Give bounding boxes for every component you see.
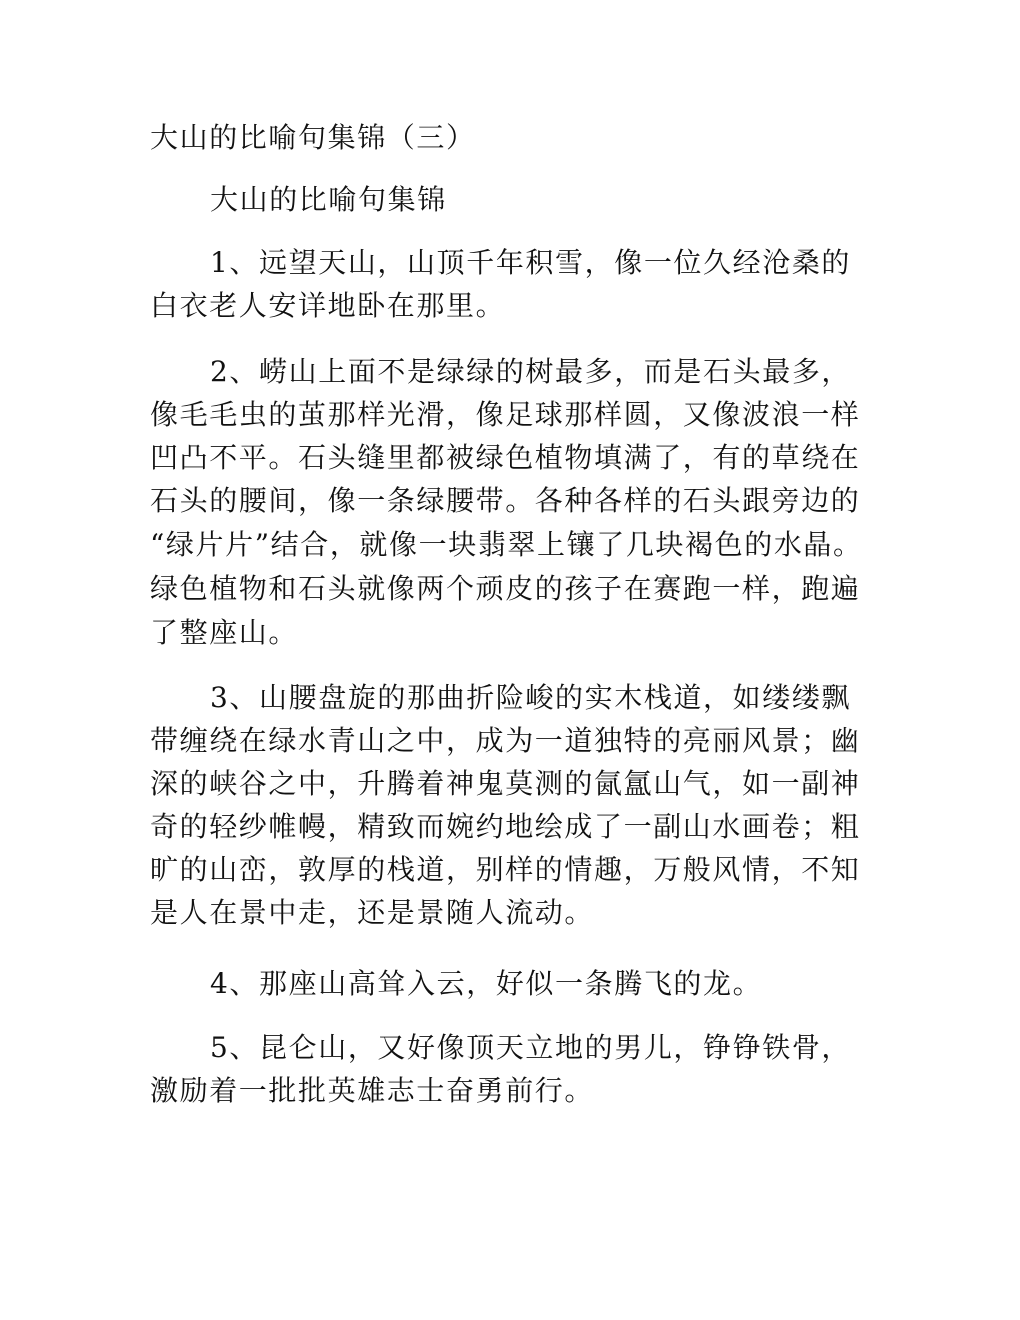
paragraph-line: 5、昆仑山，又好像顶天立地的男儿，铮铮铁骨， (210, 1031, 852, 1064)
paragraph-line: 像毛毛虫的茧那样光滑，像足球那样圆，又像波浪一样 (150, 398, 861, 431)
document-subtitle: 大山的比喻句集锦 (210, 183, 447, 216)
paragraph-line: “绿片片”结合，就像一块翡翠上镶了几块褐色的水晶。 (150, 528, 863, 561)
paragraph-line: 旷的山峦，敦厚的栈道，别样的情趣，万般风情，不知 (150, 853, 861, 886)
paragraph-line: 凹凸不平。石头缝里都被绿色植物填满了，有的草绕在 (150, 441, 861, 474)
paragraph-line: 绿色植物和石头就像两个顽皮的孩子在赛跑一样，跑遍 (150, 572, 861, 605)
paragraph-line: 1、远望天山，山顶千年积雪，像一位久经沧桑的 (210, 246, 852, 279)
paragraph-line: 4、那座山高耸入云，好似一条腾飞的龙。 (210, 967, 763, 1000)
paragraph-line: 石头的腰间，像一条绿腰带。各种各样的石头跟旁边的 (150, 484, 861, 517)
paragraph-line: 深的峡谷之中，升腾着神鬼莫测的氤氲山气，如一副神 (150, 767, 861, 800)
paragraph-line: 2、崂山上面不是绿绿的树最多，而是石头最多， (210, 355, 852, 388)
paragraph-line: 奇的轻纱帷幔，精致而婉约地绘成了一副山水画卷；粗 (150, 810, 861, 843)
paragraph-line: 带缠绕在绿水青山之中，成为一道独特的亮丽风景；幽 (150, 724, 861, 757)
paragraph-line: 是人在景中走，还是景随人流动。 (150, 896, 595, 929)
document-title: 大山的比喻句集锦（三） (150, 121, 476, 154)
paragraph-line: 3、山腰盘旋的那曲折险峻的实木栈道，如缕缕飘 (210, 681, 852, 714)
paragraph-line: 激励着一批批英雄志士奋勇前行。 (150, 1074, 595, 1107)
paragraph-line: 了整座山。 (150, 616, 299, 649)
paragraph-line: 白衣老人安详地卧在那里。 (150, 289, 506, 322)
